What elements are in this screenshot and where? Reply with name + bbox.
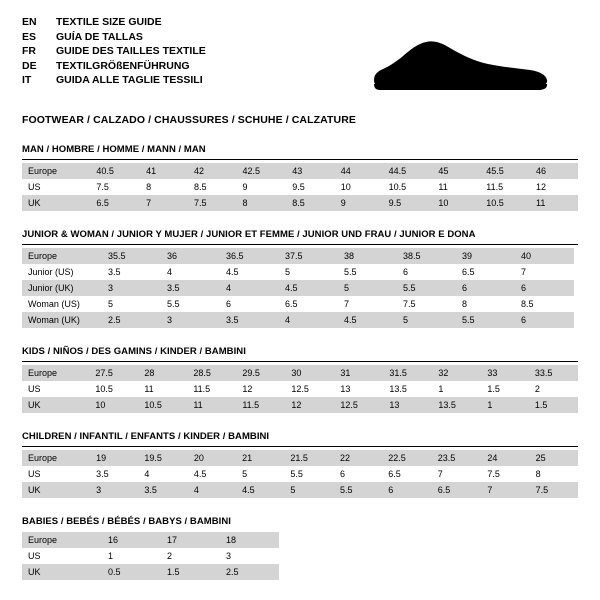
cell: 10 <box>340 182 351 192</box>
cell: 10.5 <box>138 397 187 413</box>
language-row <box>22 74 206 89</box>
cell: 11 <box>144 384 154 394</box>
cell: 9.5 <box>292 182 305 192</box>
cell: 6 <box>226 299 232 309</box>
cell: 6.5 <box>285 299 298 309</box>
cell: 5 <box>242 469 248 479</box>
cell: 44.5 <box>383 163 433 179</box>
cell: 10.5 <box>480 195 530 211</box>
cell: 19.5 <box>138 450 188 466</box>
section-kids <box>22 346 578 413</box>
cell: 13.5 <box>389 384 407 394</box>
cell: 3 <box>90 482 138 498</box>
row-label: UK <box>22 397 89 413</box>
cell: 5 <box>397 312 456 328</box>
cell: 21.5 <box>284 450 334 466</box>
cell: 5.5 <box>334 482 382 498</box>
row-label: UK <box>22 195 90 211</box>
language-code: DE <box>22 59 37 72</box>
cell: 4 <box>220 280 279 296</box>
section-children <box>22 431 578 498</box>
cell: 5.5 <box>167 299 180 309</box>
language-row <box>22 45 206 60</box>
section-man <box>22 144 578 211</box>
size-table-man <box>22 163 578 211</box>
cell: 7 <box>140 195 188 211</box>
row-label: Junior (US) <box>28 267 74 277</box>
table-row <box>22 381 578 397</box>
row-label: US <box>28 551 41 561</box>
cell: 31 <box>334 365 383 381</box>
page-header <box>22 16 578 96</box>
cell: 11.5 <box>193 384 211 394</box>
section-title: CHILDREN / INFANTIL / ENFANTS / KINDER / BAMBINI <box>22 431 578 447</box>
cell: 8 <box>535 469 541 479</box>
cell: 39 <box>456 248 515 264</box>
row-label: US <box>28 384 41 394</box>
row-label: Europe <box>22 163 90 179</box>
cell: 7 <box>344 299 350 309</box>
cell: 2 <box>167 551 173 561</box>
language-titles <box>22 16 206 89</box>
cell: 7.5 <box>188 195 237 211</box>
cell: 6.5 <box>462 267 475 277</box>
cell: 43 <box>286 163 335 179</box>
cell: 8.5 <box>521 299 534 309</box>
cell: 45 <box>432 163 480 179</box>
cell: 5.5 <box>456 312 515 328</box>
cell: 1.5 <box>487 384 500 394</box>
cell: 12 <box>285 397 334 413</box>
cell: 4 <box>167 267 173 277</box>
cell: 5 <box>108 299 114 309</box>
cell: 28 <box>138 365 187 381</box>
row-label: Woman (US) <box>28 299 80 309</box>
cell: 5 <box>338 280 397 296</box>
cell: 3 <box>226 551 232 561</box>
table-row <box>22 482 578 498</box>
cell: 5 <box>285 267 291 277</box>
section-title: JUNIOR & WOMAN / JUNIOR Y MUJER / JUNIOR ET FEMME / JUNIOR UND FRAU / JUNIOR E DONA <box>22 229 578 245</box>
cell: 5.5 <box>397 280 456 296</box>
table-row <box>22 466 578 482</box>
cell: 3 <box>161 312 220 328</box>
cell: 33.5 <box>529 365 578 381</box>
language-code: EN <box>22 16 37 28</box>
cell: 11 <box>187 397 236 413</box>
cell: 38 <box>338 248 397 264</box>
table-row <box>22 564 279 580</box>
cell: 8 <box>236 195 286 211</box>
cell: 13 <box>383 397 432 413</box>
cell: 6 <box>515 280 574 296</box>
cell: 36.5 <box>220 248 279 264</box>
cell: 20 <box>188 450 236 466</box>
cell: 6 <box>382 482 432 498</box>
table-row <box>22 248 574 264</box>
cell: 31.5 <box>383 365 432 381</box>
section-title: BABIES / BEBÉS / BÉBÉS / BABYS / BAMBINI <box>22 516 231 527</box>
language-row <box>22 31 206 46</box>
cell: 4.5 <box>226 267 239 277</box>
cell: 22 <box>334 450 382 466</box>
language-code: IT <box>22 74 32 86</box>
cell: 11 <box>530 195 578 211</box>
row-label: UK <box>22 564 102 580</box>
cell: 13.5 <box>432 397 481 413</box>
cell: 45.5 <box>480 163 530 179</box>
table-row <box>22 365 578 381</box>
cell: 23.5 <box>432 450 482 466</box>
cell: 24 <box>481 450 529 466</box>
dress-shoe-icon <box>370 34 550 96</box>
cell: 5.5 <box>344 267 357 277</box>
cell: 4 <box>144 469 150 479</box>
cell: 3.5 <box>220 312 279 328</box>
language-title: TEXTILGRÖßENFÜHRUNG <box>56 59 190 72</box>
row-label: Europe <box>22 532 102 548</box>
row-label: US <box>28 469 41 479</box>
cell: 27.5 <box>89 365 138 381</box>
cell: 8 <box>462 299 468 309</box>
size-table-kids <box>22 365 578 413</box>
cell: 6.5 <box>432 482 482 498</box>
row-label: US <box>28 182 41 192</box>
language-title: GUIDA ALLE TAGLIE TESSILI <box>56 74 203 86</box>
cell: 12 <box>536 182 547 192</box>
cell: 1 <box>108 551 114 561</box>
cell: 6.5 <box>388 469 401 479</box>
cell: 11.5 <box>236 397 285 413</box>
section-babies <box>22 516 578 580</box>
row-label: Woman (UK) <box>22 312 102 328</box>
cell: 44 <box>335 163 383 179</box>
cell: 8.5 <box>286 195 335 211</box>
cell: 2 <box>534 384 540 394</box>
cell: 16 <box>102 532 161 548</box>
row-label: Europe <box>22 365 89 381</box>
cell: 1.5 <box>529 397 578 413</box>
language-title: TEXTILE SIZE GUIDE <box>56 16 162 28</box>
cell: 4.5 <box>193 469 207 479</box>
section-junior-woman <box>22 229 578 328</box>
language-title: GUÍA DE TALLAS <box>56 30 143 43</box>
cell: 3 <box>102 280 161 296</box>
cell: 30 <box>285 365 334 381</box>
cell: 18 <box>220 532 279 548</box>
table-row <box>22 264 574 280</box>
table-row <box>22 397 578 413</box>
row-label: UK <box>22 482 90 498</box>
cell: 36 <box>161 248 220 264</box>
language-code: FR <box>22 45 36 57</box>
table-row <box>22 280 574 296</box>
cell: 1.5 <box>161 564 220 580</box>
cell: 7.5 <box>487 469 500 479</box>
section-title: KIDS / NIÑOS / DES GAMINS / KINDER / BAMBINI <box>22 346 578 362</box>
cell: 10.5 <box>388 182 407 192</box>
cell: 7 <box>437 469 443 479</box>
table-row <box>22 195 578 211</box>
cell: 0.5 <box>102 564 161 580</box>
language-row <box>22 16 206 31</box>
size-table-junior-woman <box>22 248 574 328</box>
cell: 13 <box>340 384 351 394</box>
cell: 8 <box>146 182 152 192</box>
table-row <box>22 532 279 548</box>
cell: 46 <box>530 163 578 179</box>
cell: 3.5 <box>138 482 188 498</box>
cell: 32 <box>432 365 481 381</box>
cell: 10.5 <box>95 384 113 394</box>
row-label: Europe <box>22 450 90 466</box>
cell: 3.5 <box>108 267 121 277</box>
cell: 10 <box>432 195 480 211</box>
language-title: GUIDE DES TAILLES TEXTILE <box>56 45 206 57</box>
table-row <box>22 163 578 179</box>
size-table-children <box>22 450 578 498</box>
language-row <box>22 60 206 75</box>
size-table-babies <box>22 532 279 580</box>
cell: 7 <box>521 267 527 277</box>
cell: 9 <box>242 182 248 192</box>
cell: 1 <box>481 397 529 413</box>
table-row <box>22 179 578 195</box>
cell: 5.5 <box>290 469 303 479</box>
cell: 6 <box>403 267 409 277</box>
cell: 12.5 <box>291 384 309 394</box>
cell: 8.5 <box>193 182 207 192</box>
cell: 6 <box>515 312 574 328</box>
cell: 3.5 <box>96 469 109 479</box>
cell: 4 <box>188 482 236 498</box>
cell: 33 <box>481 365 529 381</box>
cell: 35.5 <box>102 248 161 264</box>
cell: 10 <box>89 397 138 413</box>
cell: 11.5 <box>486 182 504 192</box>
cell: 6 <box>456 280 515 296</box>
cell: 40.5 <box>90 163 140 179</box>
category-heading: FOOTWEAR / CALZADO / CHAUSSURES / SCHUHE / CALZATURE <box>22 114 357 126</box>
cell: 28.5 <box>187 365 236 381</box>
cell: 22.5 <box>382 450 432 466</box>
cell: 4.5 <box>236 482 284 498</box>
cell: 2.5 <box>220 564 279 580</box>
cell: 5 <box>284 482 334 498</box>
row-label: Europe <box>22 248 102 264</box>
cell: 19 <box>90 450 138 466</box>
cell: 6.5 <box>90 195 140 211</box>
cell: 7.5 <box>530 482 578 498</box>
cell: 12.5 <box>334 397 383 413</box>
cell: 9.5 <box>383 195 433 211</box>
cell: 38.5 <box>397 248 456 264</box>
table-row <box>22 312 574 328</box>
cell: 17 <box>161 532 220 548</box>
cell: 7.5 <box>403 299 416 309</box>
cell: 9 <box>335 195 383 211</box>
cell: 11 <box>438 182 448 192</box>
table-row <box>22 548 279 564</box>
cell: 29.5 <box>236 365 285 381</box>
cell: 2.5 <box>102 312 161 328</box>
cell: 4 <box>279 312 338 328</box>
section-title: MAN / HOMBRE / HOMME / MANN / MAN <box>22 144 578 160</box>
cell: 42.5 <box>236 163 286 179</box>
cell: 7.5 <box>96 182 109 192</box>
cell: 4.5 <box>279 280 338 296</box>
cell: 6 <box>339 469 345 479</box>
cell: 12 <box>242 384 253 394</box>
cell: 25 <box>530 450 578 466</box>
cell: 7 <box>481 482 529 498</box>
row-label: Junior (UK) <box>22 280 102 296</box>
cell: 42 <box>188 163 237 179</box>
cell: 21 <box>236 450 284 466</box>
table-row <box>22 296 574 312</box>
cell: 4.5 <box>338 312 397 328</box>
cell: 37.5 <box>279 248 338 264</box>
cell: 40 <box>515 248 574 264</box>
cell: 3.5 <box>161 280 220 296</box>
table-row <box>22 450 578 466</box>
language-code: ES <box>22 30 37 43</box>
cell: 1 <box>438 384 444 394</box>
cell: 41 <box>140 163 188 179</box>
